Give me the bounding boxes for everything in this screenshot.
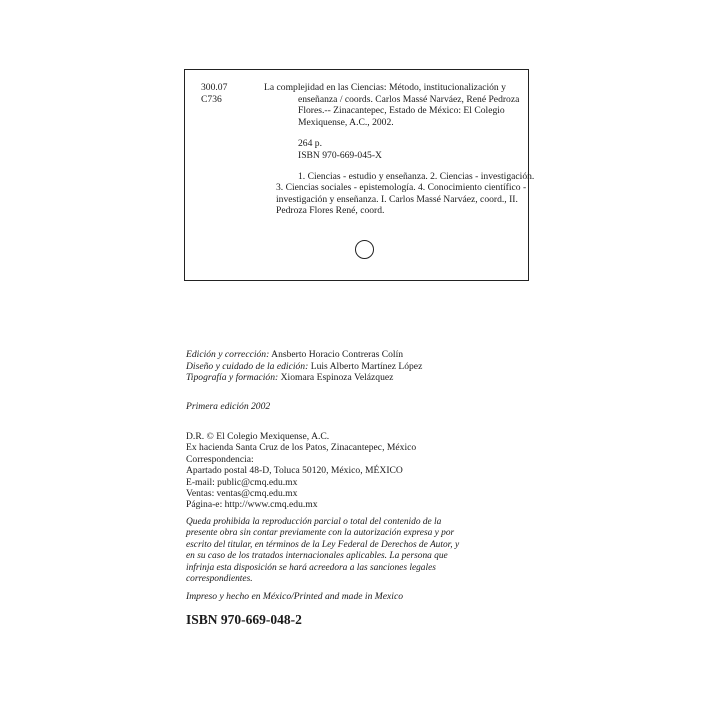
card-entry-line: Flores.-- Zinacantepec, Estado de México: El Colegio: [298, 105, 505, 117]
legal-line: correspondientes.: [186, 574, 253, 585]
card-isbn: ISBN 970-669-045-X: [298, 149, 382, 161]
card-subject-line: investigación y enseñanza. I. Carlos Massé Narváez, coord., II.: [276, 193, 518, 205]
rights-line: Página-e: http://www.cmq.edu.mx: [186, 499, 318, 511]
rights-line: D.R. © El Colegio Mexiquense, A.C.: [186, 431, 330, 442]
credit-line: [186, 361, 526, 373]
catalog-card: [184, 69, 535, 281]
rights-line: E-mail: public@cmq.edu.mx: [186, 476, 298, 488]
legal-line: infrinja esta disposición se hará acreedora a las sanciones legales: [186, 562, 436, 573]
isbn-footer: ISBN 970-669-048-2: [186, 612, 302, 627]
rights-line: Apartado postal 48-D, Toluca 50120, México, MÉXICO: [186, 465, 403, 477]
card-subject-line: 3. Ciencias sociales - epistemología. 4. Conocimiento científico -: [276, 182, 527, 194]
credit-role: Diseño y cuidado de la edición:: [186, 360, 309, 372]
card-subject-line: 1. Ciencias - estudio y enseñanza. 2. Ciencias - investigación.: [298, 170, 535, 182]
credit-name: Luis Alberto Martínez López: [310, 360, 423, 372]
rights-line: Ex hacienda Santa Cruz de los Patos, Zinacantepec, México: [186, 442, 417, 454]
credit-name: Ansberto Horacio Contreras Colín: [271, 349, 404, 360]
card-body: [264, 82, 535, 217]
rights-line: Correspondencia:: [186, 453, 254, 465]
edition-statement: Primera edición 2002: [186, 401, 271, 412]
legal-line: en su caso de los tratados internacionales aplicables. La persona que: [186, 551, 448, 562]
card-entry-line: La complejidad en las Ciencias: Método, institucionalización y: [264, 82, 506, 93]
credit-line: [186, 349, 526, 361]
card-pages: 264 p.: [298, 138, 322, 150]
credit-line: [186, 372, 526, 384]
card-entry-line: enseñanza / coords. Carlos Massé Narváez, René Pedroza: [298, 93, 520, 105]
legal-line: Queda prohibida la reproducción parcial o total del contenido de la: [186, 517, 442, 527]
credit-role: Edición y corrección:: [186, 349, 270, 360]
call-number-class: 300.07: [201, 82, 228, 93]
legal-notice: [186, 517, 526, 585]
card-subject-line: Pedroza Flores René, coord.: [276, 205, 385, 217]
rights-line: Ventas: ventas@cmq.edu.mx: [186, 488, 298, 500]
card-punch-hole-icon: [355, 240, 374, 259]
card-entry-line: Mexiquense, A.C., 2002.: [298, 116, 394, 128]
call-number: [201, 82, 261, 105]
legal-line: escrito del titular, en términos de la Ley Federal de Derechos de Autor, y: [186, 539, 460, 550]
call-number-cutter: C736: [201, 93, 222, 105]
credits: [186, 349, 526, 384]
legal-line: presente obra sin contar previamente con la autorización expresa y por: [186, 528, 455, 539]
card-subjects: [264, 170, 535, 217]
printed-in-statement: Impreso y hecho en México/Printed and made in Mexico: [186, 591, 404, 602]
rights-block: [186, 431, 526, 511]
credit-role: Tipografía y formación:: [186, 372, 279, 384]
credit-name: Xiomara Espinoza Velázquez: [280, 372, 394, 384]
